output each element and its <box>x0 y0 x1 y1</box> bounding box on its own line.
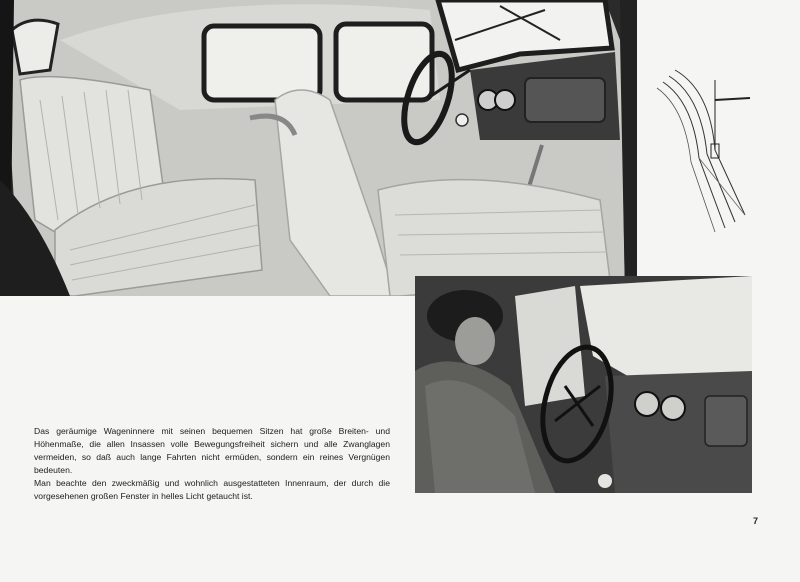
driver-photo <box>415 276 752 493</box>
window-vent-sketch <box>655 60 765 240</box>
car-interior-photo <box>0 0 637 296</box>
driver-at-wheel-illustration <box>415 276 752 493</box>
page-number: 7 <box>753 516 759 526</box>
caption-paragraph-2: Man beachte den zweckmäßig und wohnlich ausgestatteten Innenraum, der durch die vorgesehenen großen Fenster in helles Licht getaucht ist. <box>34 478 390 501</box>
caption-text <box>34 425 390 503</box>
caption-paragraph-1: Das geräumige Wageninnere mit seinen bequemen Sitzen hat große Breiten- und Höhenmaße, die allen Insassen volle Bewegungsfreiheit sichern und alle Zwanglagen vermeiden, so daß auch lange Fahrten nicht ermüden, sondern ein reines Vergnügen bedeuten. <box>34 426 390 475</box>
vent-window-diagram <box>655 60 765 240</box>
car-interior-illustration <box>0 0 637 296</box>
